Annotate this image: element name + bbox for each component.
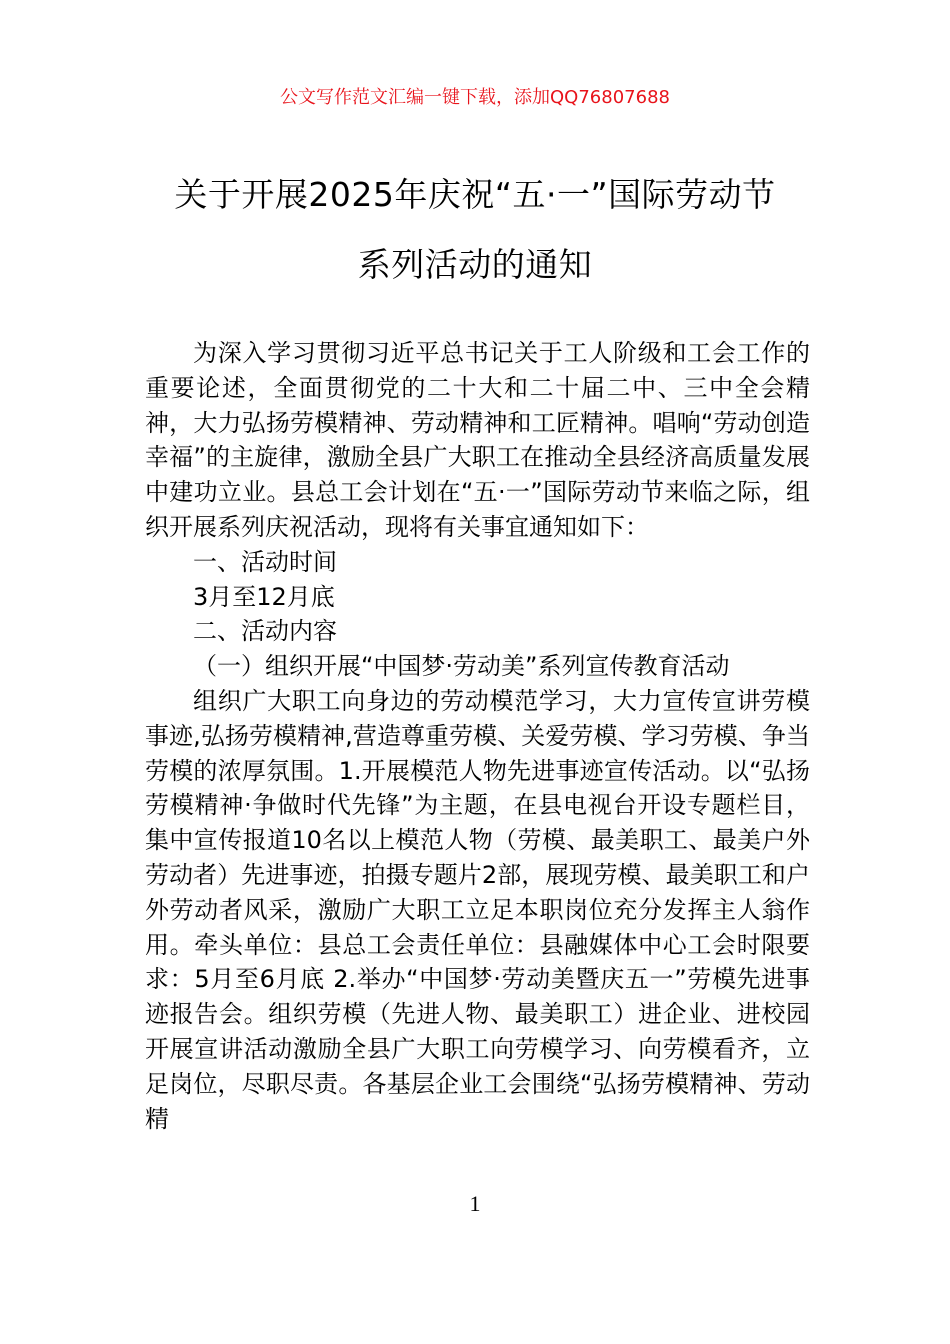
document-title-line-2: 系列活动的通知 [357,245,593,284]
section-1-heading: 一、活动时间 [193,547,337,576]
section-1-text: 3月至12月底 [193,582,335,611]
document-body [145,336,810,1136]
page-number: 1 [469,1191,481,1216]
document-title-line-1: 关于开展2025年庆祝“五·一”国际劳动节 [174,175,776,214]
section-2-heading: 二、活动内容 [193,617,337,646]
header-note: 公文写作范文汇编一键下载，添加QQ76807688 [280,87,670,108]
subsection-1-text: 组织广大职工向身边的劳动模范学习，大力宣传宣讲劳模事迹,弘扬劳模精神,营造尊重劳模、关爱劳模、学习劳模、争当劳模的浓厚氛围。1.开展模范人物先进事迹宣传活动。以“弘扬劳模精神·争做时代先锋”为主题，在县电视台开设专题栏目，集中宣传报道10名以上模范人物（劳模、最美职工、最美户外劳动者）先进事迹，拍摄专题片2部，展现劳模、最美职工和户外劳动者风采，激励广大职工立足本职岗位充分发挥主人翁作用。牵头单位：县总工会责任单位：县融媒体中心工会时限要求：5月至6月底 2.举办“中国梦·劳动美暨庆五一”劳模先进事迹报告会。组织劳模（先进人物、最美职工）进企业、进校园开展宣讲活动激励全县广大职工向劳模学习、向劳模看齐，立足岗位，尽职尽责。各基层企业工会围绕“弘扬劳模精神、劳动精 [145,686,810,1133]
subsection-1-heading: （一）组织开展“中国梦·劳动美”系列宣传教育活动 [193,652,730,681]
intro-paragraph: 为深入学习贯彻习近平总书记关于工人阶级和工会工作的重要论述，全面贯彻党的二十大和二十届二中、三中全会精神，大力弘扬劳模精神、劳动精神和工匠精神。唱响“劳动创造幸福”的主旋律，激励全县广大职工在推动全县经济高质量发展中建功立业。县总工会计划在“五·一”国际劳动节来临之际，组织开展系列庆祝活动，现将有关事宜通知如下： [145,339,810,541]
